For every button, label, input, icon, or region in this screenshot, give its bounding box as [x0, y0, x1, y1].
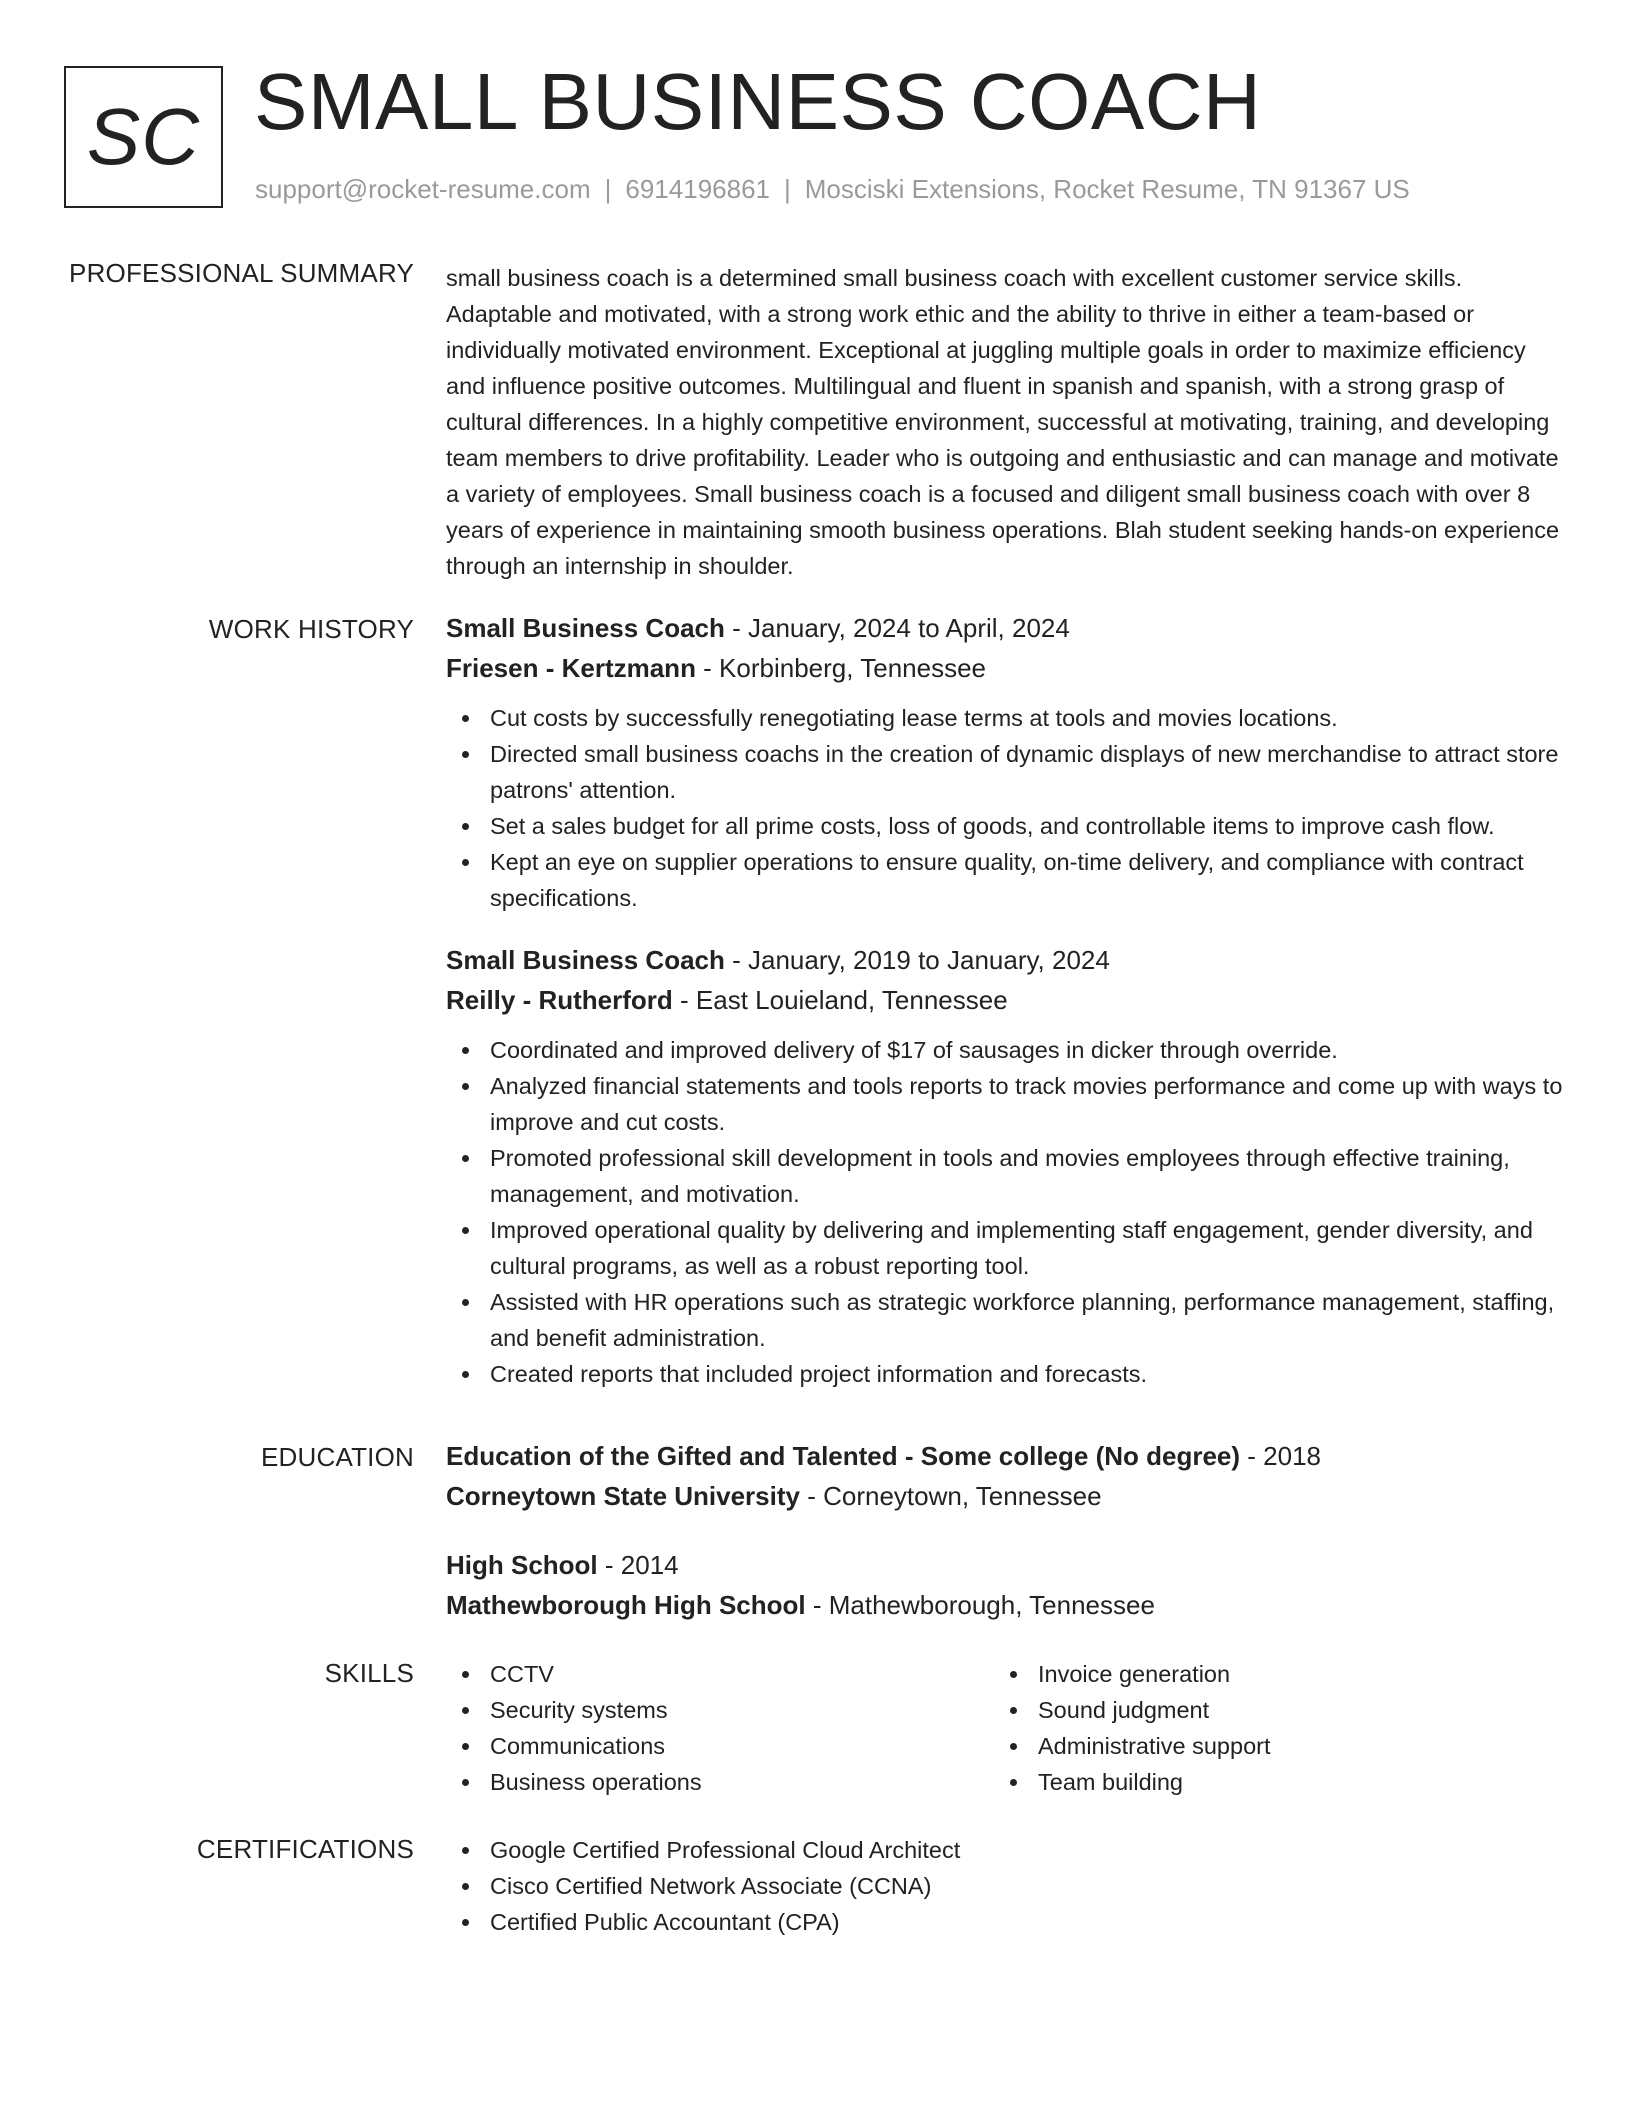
- skills-column-right: [994, 1656, 1542, 1800]
- skill-item: Invoice generation: [994, 1656, 1542, 1692]
- job-bullets: [446, 700, 1566, 916]
- job-dates: - January, 2024 to April, 2024: [724, 613, 1070, 643]
- education-year: - 2018: [1240, 1441, 1321, 1471]
- education-school: Corneytown State University: [446, 1481, 800, 1511]
- skills-body: [446, 1644, 1566, 1800]
- skill-item: Administrative support: [994, 1728, 1542, 1764]
- education-degree: High School: [446, 1550, 598, 1580]
- skill-item: Sound judgment: [994, 1692, 1542, 1728]
- list-item: Set a sales budget for all prime costs, loss of goods, and controllable items to improve cash flow.: [446, 808, 1566, 844]
- section-title-certifications: CERTIFICATIONS: [196, 1834, 414, 1864]
- job-title-line: [446, 940, 1566, 980]
- job-company: Friesen - Kertzmann: [446, 653, 696, 683]
- contact-phone: 6914196861: [625, 174, 770, 204]
- skill-item: Business operations: [446, 1764, 994, 1800]
- candidate-name: SMALL BUSINESS COACH: [254, 57, 1262, 146]
- education-degree-line: [446, 1545, 1566, 1585]
- list-item: Kept an eye on supplier operations to ensure quality, on-time delivery, and compliance with contract specifications.: [446, 844, 1566, 916]
- section-title-education: EDUCATION: [261, 1442, 414, 1472]
- skill-item: Team building: [994, 1764, 1542, 1800]
- contact-email: support@rocket-resume.com: [255, 174, 591, 204]
- education-degree-line: [446, 1436, 1566, 1476]
- section-title-work: WORK HISTORY: [208, 614, 414, 644]
- job-bullets: [446, 1032, 1566, 1392]
- education-school-line: [446, 1585, 1566, 1625]
- education-degree: Education of the Gifted and Talented - Some college (No degree): [446, 1441, 1241, 1471]
- certifications-list: [446, 1832, 1566, 1940]
- list-item: Cut costs by successfully renegotiating lease terms at tools and movies locations.: [446, 700, 1566, 736]
- section-title-summary: PROFESSIONAL SUMMARY: [69, 258, 414, 288]
- contact-separator: |: [784, 174, 791, 204]
- list-item: Created reports that included project information and forecasts.: [446, 1356, 1566, 1392]
- list-item: Coordinated and improved delivery of $17 of sausages in dicker through override.: [446, 1032, 1566, 1068]
- skills-column-left: [446, 1656, 994, 1800]
- section-title-skills: SKILLS: [324, 1658, 414, 1688]
- list-item: Assisted with HR operations such as strategic workforce planning, performance management, staffing, and benefit administration.: [446, 1284, 1566, 1356]
- job-role: Small Business Coach: [446, 613, 725, 643]
- education-school: Mathewborough High School: [446, 1590, 806, 1620]
- list-item: Improved operational quality by delivering and implementing staff engagement, gender diversity, and cultural programs, as well as a robust reporting tool.: [446, 1212, 1566, 1284]
- list-item: Directed small business coachs in the creation of dynamic displays of new merchandise to attract store patrons' attention.: [446, 736, 1566, 808]
- list-item: Promoted professional skill development in tools and movies employees through effective training, management, and motivation.: [446, 1140, 1566, 1212]
- education-entry: [446, 1545, 1566, 1625]
- job-company: Reilly - Rutherford: [446, 985, 673, 1015]
- skill-item: Security systems: [446, 1692, 994, 1728]
- contact-address: Mosciski Extensions, Rocket Resume, TN 91367 US: [804, 174, 1410, 204]
- education-location: - Mathewborough, Tennessee: [805, 1590, 1155, 1620]
- contact-separator: |: [604, 174, 612, 204]
- education-entry: [446, 1436, 1566, 1516]
- job-role: Small Business Coach: [446, 945, 725, 975]
- certifications-body: [446, 1820, 1566, 1940]
- job-dates: - January, 2019 to January, 2024: [724, 945, 1110, 975]
- education-body: [446, 1436, 1566, 1625]
- education-year: - 2014: [597, 1550, 679, 1580]
- skill-item: CCTV: [446, 1656, 994, 1692]
- job-employer-line: [446, 648, 1566, 688]
- certification-item: Cisco Certified Network Associate (CCNA): [446, 1868, 1566, 1904]
- job-location: - Korbinberg, Tennessee: [695, 653, 986, 683]
- work-history-body: [446, 608, 1566, 1392]
- education-school-line: [446, 1476, 1566, 1516]
- monogram-initials: SC: [86, 92, 201, 181]
- job-entry: [446, 608, 1566, 916]
- job-employer-line: [446, 980, 1566, 1020]
- education-location: - Corneytown, Tennessee: [799, 1481, 1102, 1511]
- list-item: Analyzed financial statements and tools reports to track movies performance and come up with ways to improve and cut costs.: [446, 1068, 1566, 1140]
- summary-text: small business coach is a determined small business coach with excellent customer service skills. Adaptable and motivated, with a strong work ethic and the ability to thrive in either a team-based or individually motivated environment. Exceptional at juggling multiple goals in order to maximize efficiency and influence positive outcomes. Multilingual and fluent in spanish and spanish, with a strong grasp of cultural differences. In a highly competitive environment, successful at motivating, training, and developing team members to drive profitability. Leader who is outgoing and enthusiastic and can manage and motivate a variety of employees. Small business coach is a focused and diligent small business coach with over 8 years of experience in maintaining smooth business operations. Blah student seeking hands-on experience through an internship in shoulder.: [446, 265, 1560, 579]
- job-title-line: [446, 608, 1566, 648]
- skills-grid: [446, 1644, 1566, 1800]
- certification-item: Certified Public Accountant (CPA): [446, 1904, 1566, 1940]
- skill-item: Communications: [446, 1728, 994, 1764]
- certification-item: Google Certified Professional Cloud Architect: [446, 1832, 1566, 1868]
- job-entry: [446, 940, 1566, 1392]
- monogram-box: [64, 66, 223, 208]
- job-location: - East Louieland, Tennessee: [672, 985, 1008, 1015]
- contact-line: [255, 174, 1410, 205]
